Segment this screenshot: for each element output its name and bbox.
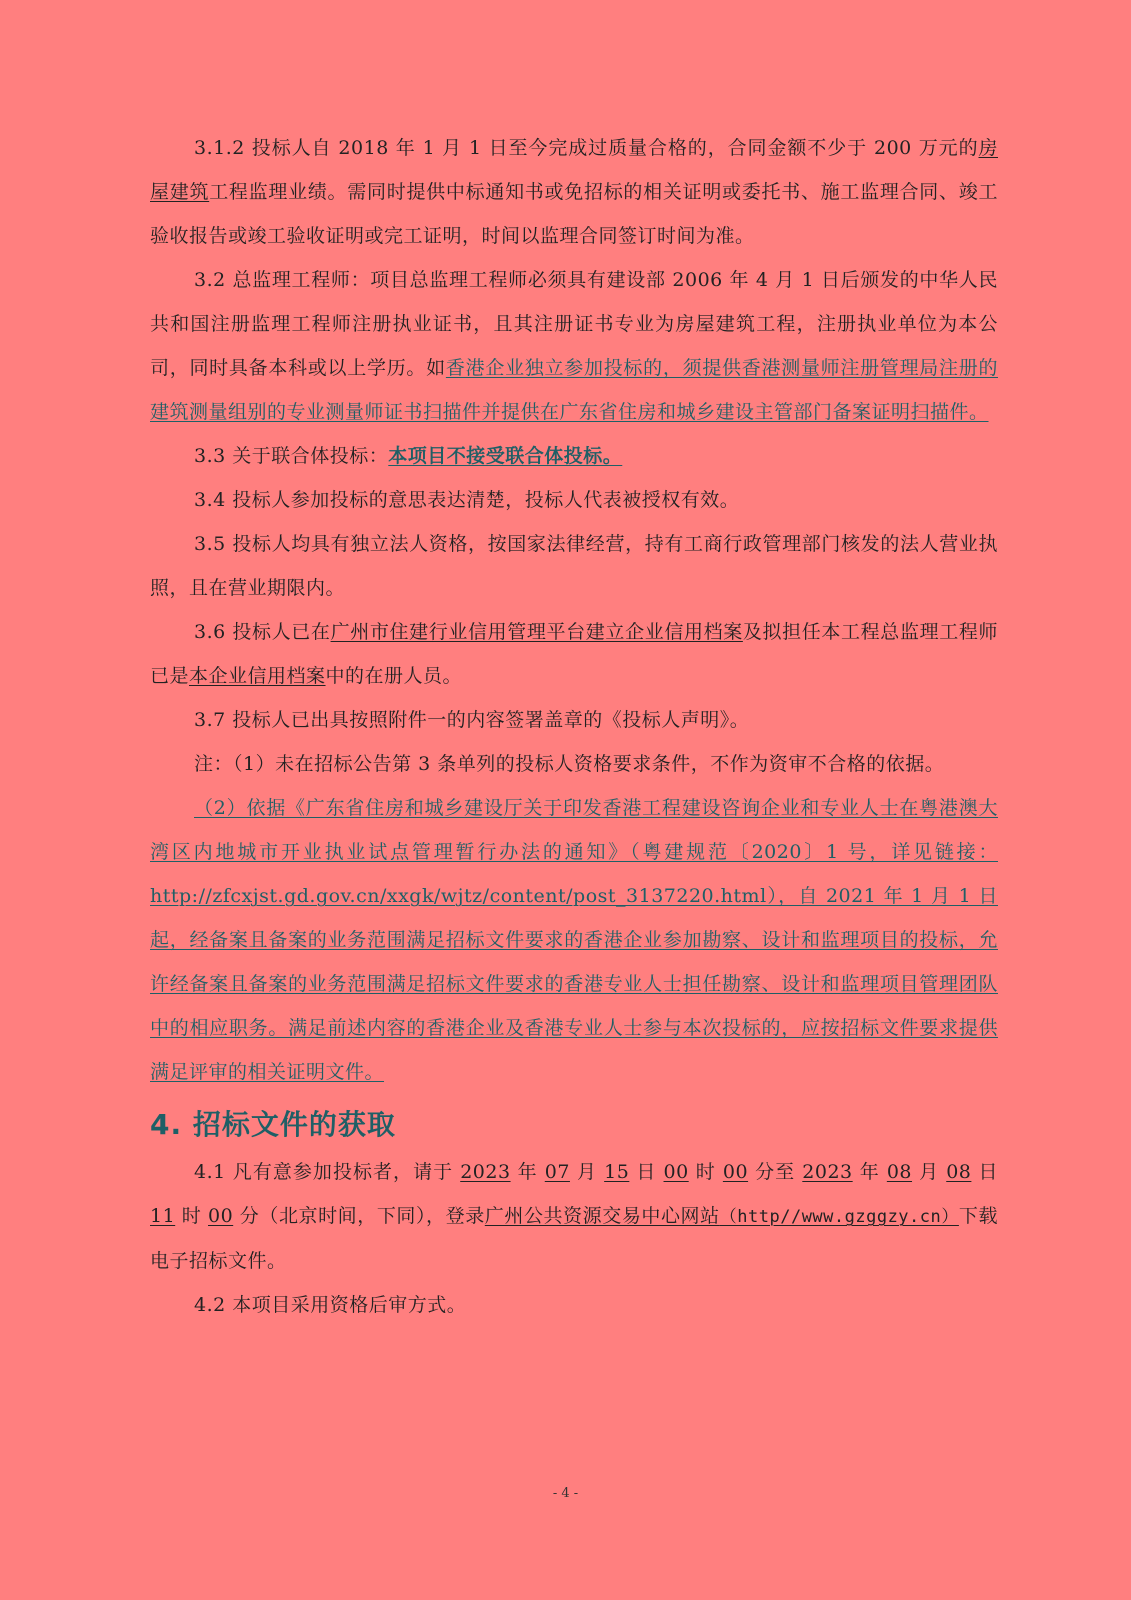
document-body <box>150 126 998 1327</box>
end-year: 2023 <box>802 1161 853 1183</box>
text: 日 <box>971 1161 998 1183</box>
text: 中的在册人员。 <box>325 665 463 687</box>
start-hour: 00 <box>663 1161 689 1183</box>
text: 4.1 凡有意参加投标者，请于 <box>194 1161 461 1183</box>
underlined-text: 广州市住建行业信用管理平台建立企业信用档案 <box>330 621 743 643</box>
text: 3.2 总监理工程师：项目总监理工程师必须具有建设部 2006 年 4 月 1 日后颁发的中华人民共和国注册监理工程师注册执业证书，且其注册证书专业为房屋建筑工程，注册执业单位为本公司，同时具备本科或以上学历。如 <box>150 269 998 379</box>
text: 时 <box>688 1161 723 1183</box>
start-day: 15 <box>604 1161 630 1183</box>
end-day: 08 <box>946 1161 972 1183</box>
text: 3.6 投标人已在 <box>194 621 331 643</box>
note-2: （2）依据《广东省住房和城乡建设厅关于印发香港工程建设咨询企业和专业人士在粤港澳大湾区内地城市开业执业试点管理暂行办法的通知》（粤建规范〔2020〕1 号，详见链接：http://zfcxjst.gd.gov.cn/xxgk/wjtz/content/post_3137220.html），自 2021 年 1 月 1 日起，经备案且备案的业务范围满足招标文件要求的香港企业参加勘察、设计和监理项目的投标，允许经备案且备案的业务范围满足招标文件要求的香港专业人士担任勘察、设计和监理项目管理团队中的相应职务。满足前述内容的香港企业及香港专业人士参与本次投标的，应按招标文件要求提供满足评审的相关证明文件。 <box>150 797 998 1083</box>
para-3-4: 3.4 投标人参加投标的意思表达清楚，投标人代表被授权有效。 <box>194 489 740 511</box>
para-3-5: 3.5 投标人均具有独立法人资格，按国家法律经营，持有工商行政管理部门核发的法人营业执照，且在营业期限内。 <box>150 533 998 599</box>
para-3-3 <box>150 434 998 478</box>
text: 分（北京时间，下同），登录 <box>233 1205 485 1227</box>
text: 工程监理业绩。需同时提供中标通知书或免招标的相关证明或委托书、施工监理合同、竣工验收报告或竣工验收证明或完工证明，时间以监理合同签订时间为准。 <box>150 181 998 247</box>
start-month: 07 <box>544 1161 570 1183</box>
para-3-6 <box>150 610 998 698</box>
start-year: 2023 <box>460 1161 511 1183</box>
text: 及拟担任本工程总监理工程师已是 <box>150 621 998 687</box>
para-3-1-2 <box>150 126 998 258</box>
text: 年 <box>852 1161 887 1183</box>
site-url-link[interactable]: （http//www.gzggzy.cn） <box>719 1207 959 1227</box>
end-month: 08 <box>886 1161 913 1183</box>
section-4-heading: 4. 招标文件的获取 <box>150 1108 396 1141</box>
hk-requirement-text: 香港企业独立参加投标的，须提供香港测量师注册管理局注册的建筑测量组别的专业测量师证书扫描件并提供在广东省住房和城乡建设主管部门备案证明扫描件。 <box>150 357 998 423</box>
underlined-text: 房屋建筑 <box>150 137 998 203</box>
para-4-1 <box>150 1150 998 1283</box>
no-consortium-notice: 本项目不接受联合体投标。 <box>388 445 623 467</box>
text: 月 <box>569 1161 605 1183</box>
underlined-text: 本企业信用档案 <box>189 665 326 687</box>
text: 年 <box>510 1161 545 1183</box>
text: 3.3 关于联合体投标： <box>194 445 389 467</box>
text: 下载电子招标文件。 <box>150 1205 998 1272</box>
text: 月 <box>912 1161 947 1183</box>
para-3-2 <box>150 258 998 434</box>
text: 3.1.2 投标人自 2018 年 1 月 1 日至今完成过质量合格的，合同金额不少于 200 万元的 <box>194 137 979 159</box>
site-link[interactable]: 广州公共资源交易中心网站 <box>484 1205 720 1227</box>
end-hour: 11 <box>150 1205 176 1227</box>
text: 日 <box>629 1161 664 1183</box>
para-4-2: 4.2 本项目采用资格后审方式。 <box>194 1294 467 1316</box>
text: 时 <box>175 1205 208 1227</box>
start-minute: 00 <box>722 1161 749 1183</box>
text: 分至 <box>748 1161 803 1183</box>
para-3-7: 3.7 投标人已出具按照附件一的内容签署盖章的《投标人声明》。 <box>194 709 750 731</box>
end-minute: 00 <box>208 1205 234 1227</box>
note-1: 注：（1）未在招标公告第 3 条单列的投标人资格要求条件，不作为资审不合格的依据。 <box>194 753 945 775</box>
page-number: - 4 - <box>552 1486 579 1501</box>
